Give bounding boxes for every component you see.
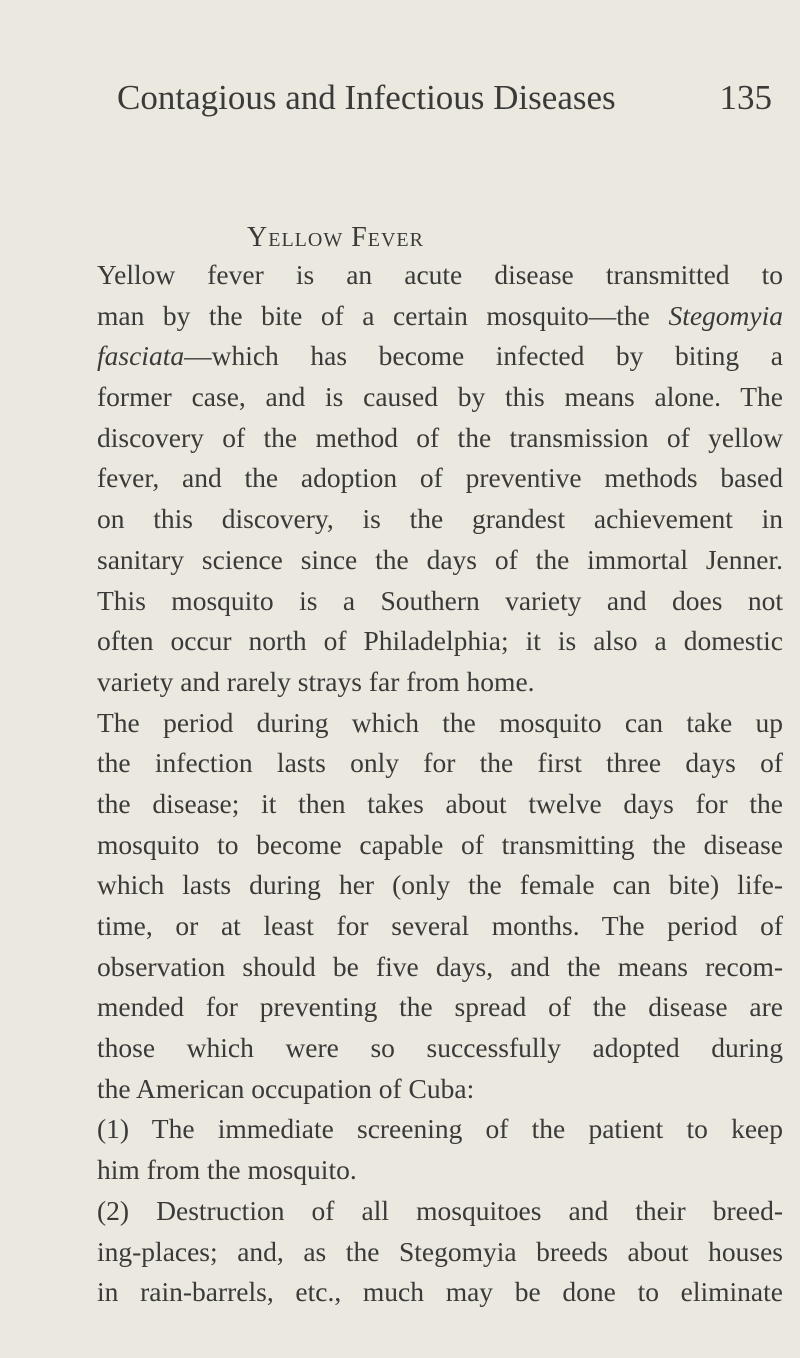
- line-text: Yellow fever is an acute disease transmitted to: [97, 259, 783, 290]
- text-line: [97, 1191, 783, 1232]
- line-text: ing-places; and, as the Stegomyia breeds about houses: [97, 1235, 783, 1267]
- line-text: those which were so successfully adopted during: [97, 1032, 783, 1064]
- page-number: 135: [719, 78, 772, 117]
- text-line: [97, 784, 783, 825]
- text-line: [97, 1069, 783, 1110]
- line-text: which lasts during her (only the female can bite) life-: [97, 869, 783, 901]
- line-text: variety and rarely strays far from home.: [97, 665, 535, 697]
- line-text: man by the bite of a certain mosquito—the: [97, 299, 669, 331]
- text-line: [97, 458, 783, 499]
- text-line: [97, 296, 783, 337]
- line-text: the infection lasts only for the first three days of: [97, 747, 783, 779]
- text-line: [97, 662, 783, 703]
- line-text: in rain-barrels, etc., much may be done to eliminate: [97, 1276, 783, 1308]
- line-text: the disease; it then takes about twelve days for the: [97, 787, 783, 819]
- line-text: time, or at least for several months. The period of: [97, 910, 783, 941]
- text-line: [97, 865, 783, 906]
- text-line: [97, 499, 783, 540]
- text-line: [97, 377, 783, 418]
- text-line: [97, 825, 783, 866]
- line-text: mended for preventing the spread of the disease are: [97, 991, 783, 1023]
- text-line: [97, 540, 783, 581]
- italic-text: fasciata: [97, 340, 185, 372]
- line-text: (2) Destruction of all mosquitoes and their breed-: [97, 1194, 783, 1226]
- text-line: [97, 255, 783, 296]
- line-text: former case, and is caused by this means alone. The: [97, 381, 783, 413]
- body-text: [97, 255, 783, 1313]
- section-title: Yellow Fever: [247, 222, 424, 253]
- line-text: —which has become infected by biting a: [184, 340, 783, 372]
- line-text: sanitary science since the days of the immortal Jenner.: [97, 543, 783, 575]
- line-text: The period during which the mosquito can take up: [97, 706, 783, 738]
- italic-text: Stegomyia: [668, 299, 783, 331]
- text-line: [97, 336, 783, 377]
- line-text: fever, and the adoption of preventive methods based: [97, 462, 783, 494]
- text-line: [97, 1232, 783, 1273]
- text-line: [97, 947, 783, 988]
- text-line: [97, 621, 783, 662]
- text-line: [97, 1109, 783, 1150]
- text-line: [97, 418, 783, 459]
- text-line: [97, 1272, 783, 1313]
- text-line: [97, 703, 783, 744]
- line-text: (1) The immediate screening of the patient to keep: [97, 1113, 783, 1145]
- line-text: him from the mosquito.: [97, 1154, 357, 1186]
- line-text: This mosquito is a Southern variety and does not: [97, 584, 783, 616]
- line-text: on this discovery, is the grandest achievement in: [97, 503, 783, 535]
- line-text: often occur north of Philadelphia; it is also a domestic: [97, 625, 783, 657]
- running-header: [117, 78, 772, 118]
- text-line: [97, 1028, 783, 1069]
- text-line: [97, 581, 783, 622]
- line-text: the American occupation of Cuba:: [97, 1072, 475, 1104]
- text-line: [97, 1150, 783, 1191]
- text-line: [97, 987, 783, 1028]
- line-text: observation should be five days, and the means recom-: [97, 950, 783, 982]
- line-text: mosquito to become capable of transmitting the disease: [97, 828, 783, 860]
- text-line: [97, 743, 783, 784]
- running-title: Contagious and Infectious Diseases: [117, 78, 616, 117]
- text-line: [97, 906, 783, 947]
- line-text: discovery of the method of the transmission of yellow: [97, 421, 783, 453]
